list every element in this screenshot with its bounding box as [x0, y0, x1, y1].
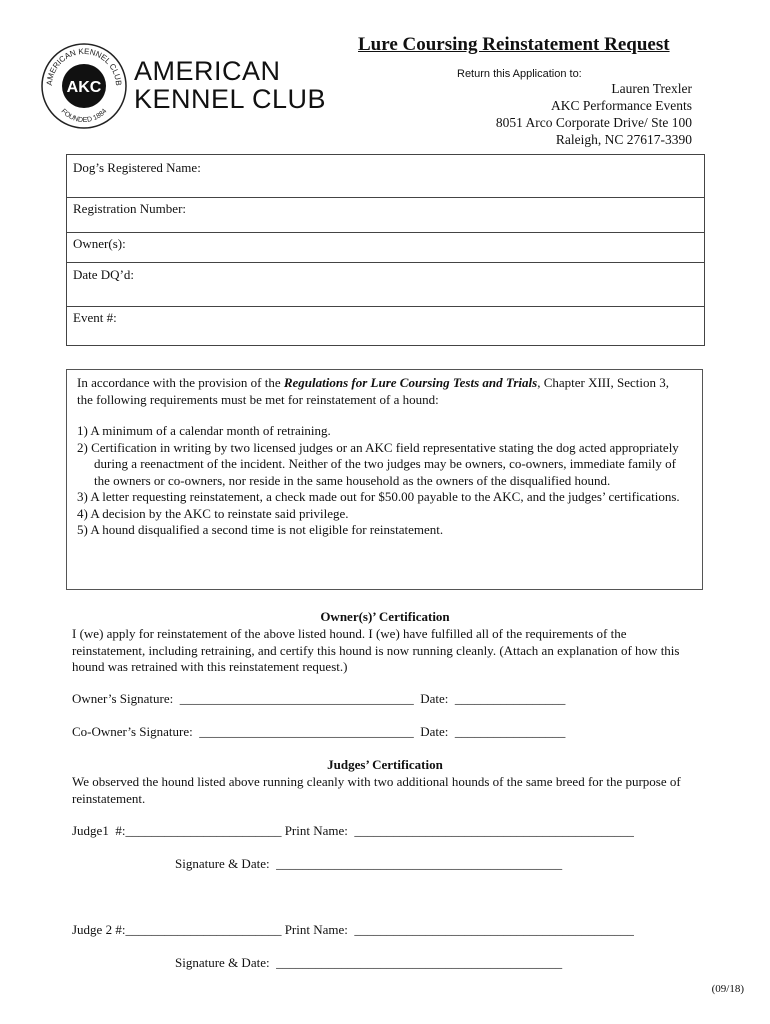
owners-cert-heading: Owner(s)’ Certification: [320, 609, 450, 624]
coowner-signature-line[interactable]: Co-Owner’s Signature: _________________________________ Date: _________________: [72, 724, 566, 739]
address-line: 8051 Arco Corporate Drive/ Ste 100: [495, 115, 692, 130]
field-label: Owner(s):: [73, 236, 126, 251]
judge1-signature-line[interactable]: Signature & Date: ____________________________________________: [175, 856, 563, 871]
requirement-item: 2) Certification in writing by two licensed judges or an AKC field representative stating the dog acted appropriately during a reenactment of the incident. Neither of the two judges may be owners, co-owners, immediate family of the owners or co-owners, nor reside in the same household as the owners of the disqualified hound.: [77, 439, 679, 488]
judge2-signature-line[interactable]: Signature & Date: ____________________________________________: [175, 955, 563, 970]
org-name-line1: AMERICAN: [134, 56, 281, 86]
return-address: [496, 80, 692, 148]
judge2-line[interactable]: Judge 2 #:________________________ Print Name: ___________________________________________: [72, 922, 634, 937]
judge1-line[interactable]: Judge1 #:________________________ Print Name: ___________________________________________: [72, 823, 634, 838]
return-label: Return this Application to:: [457, 68, 582, 80]
dog-info-fields: [66, 154, 705, 346]
address-line: AKC Performance Events: [551, 98, 692, 113]
requirement-item: 4) A decision by the AKC to reinstate said privilege.: [77, 505, 349, 521]
address-line: Raleigh, NC 27617-3390: [555, 132, 692, 147]
requirement-item: 3) A letter requesting reinstatement, a check made out for $50.00 payable to the AKC, and the judges’ certifications.: [77, 489, 680, 504]
seal-bottom-text: FOUNDED 1884: [59, 107, 109, 125]
seal-top-text: AMERICAN KENNEL CLUB: [44, 46, 124, 86]
event-number-field[interactable]: [67, 306, 704, 347]
provision-intro: [77, 375, 688, 408]
field-label: Date DQ’d:: [73, 267, 135, 282]
judges-cert-heading: Judges’ Certification: [327, 757, 443, 772]
judges-cert-text: We observed the hound listed above running cleanly with two additional hounds of the same breed for the purpose of reinstatement.: [72, 774, 681, 806]
requirements-list: [77, 423, 688, 539]
intro-text: , Chapter XIII, Section 3, the following requirements must be met for reinstatement of a hound:: [77, 375, 669, 407]
requirements-box: [66, 369, 703, 590]
page-title: Lure Coursing Reinstatement Request: [358, 34, 670, 55]
address-line: Lauren Trexler: [611, 81, 692, 96]
date-dqd-field[interactable]: [67, 262, 704, 306]
owners-field[interactable]: [67, 232, 704, 262]
seal-center-text: AKC: [66, 79, 102, 96]
revision-date: (09/18): [711, 983, 744, 995]
akc-seal-logo: [40, 42, 128, 130]
intro-text: In accordance with the provision of the: [77, 375, 284, 390]
registration-number-field[interactable]: [67, 197, 704, 232]
field-label: Registration Number:: [73, 201, 187, 216]
regulations-title: Regulations for Lure Coursing Tests and Trials: [283, 375, 538, 390]
requirement-item: 1) A minimum of a calendar month of retraining.: [77, 423, 331, 438]
requirement-item: 5) A hound disqualified a second time is not eligible for reinstatement.: [77, 522, 444, 537]
field-label: Event #:: [73, 310, 117, 325]
field-label: Dog’s Registered Name:: [73, 160, 201, 175]
registered-name-field[interactable]: [67, 155, 704, 197]
owner-signature-line[interactable]: Owner’s Signature: ____________________________________ Date: _________________: [72, 691, 566, 706]
org-name-line2: KENNEL CLUB: [134, 84, 327, 114]
owners-cert-text: I (we) apply for reinstatement of the above listed hound. I (we) have fulfilled all of the requirements of the reinstatement, including retraining, and certify this hound is now running cleanly. (Attach an explanation of how this hound was retrained with this reinstatement request.): [72, 626, 680, 674]
